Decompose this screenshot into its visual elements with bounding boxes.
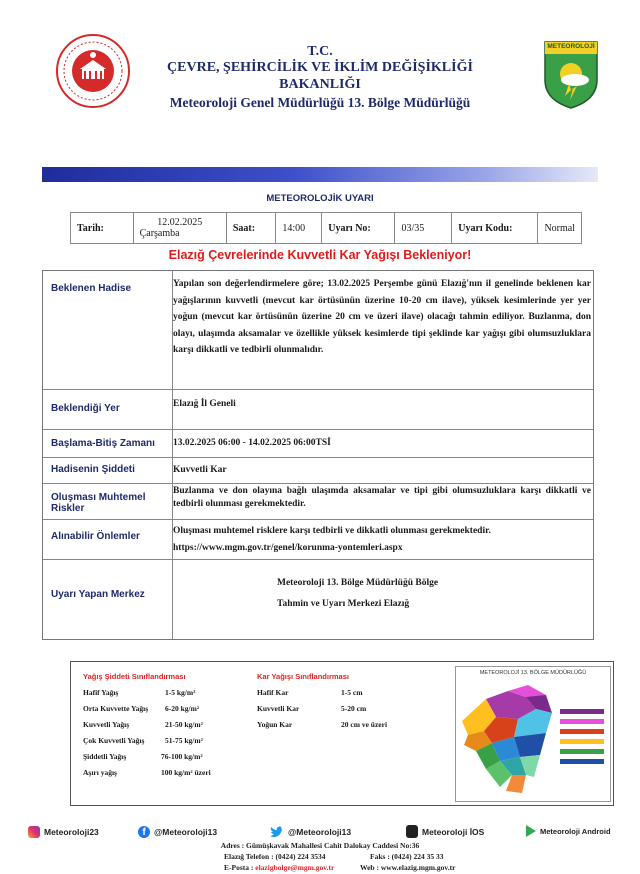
row-risks <box>43 483 593 520</box>
rain-item-2-name: Kuvvetli Yağış <box>83 720 130 729</box>
snow-item-2-name: Yoğun Kar <box>257 720 293 729</box>
risks-label: Oluşması Muhtemel Riskler <box>51 492 146 514</box>
rain-item-3-range: 51-75 kg/m² <box>165 736 203 745</box>
region-map-title: METEOROLOJİ 13. BÖLGE MÜDÜRLÜĞÜ <box>479 670 587 676</box>
meteoroloji-logo-text: METEOROLOJİ <box>547 43 595 50</box>
risks-text: Buzlanma ve don olayına bağlı ulaşımda aksamalar ve tipi gibi olumsuzluklara karşı dikkatli ve tedbirli olunması gerekmektedir. <box>173 486 591 509</box>
facebook-icon[interactable]: f <box>138 826 150 838</box>
snow-item-1-name: Kuvvetli Kar <box>257 704 300 713</box>
rain-item-0-range: 1-5 kg/m² <box>165 688 196 697</box>
rain-item-4-range: 76-100 kg/m² <box>161 752 203 761</box>
expected-event-text: Yapılan son değerlendirmelere göre; 13.02.2025 Perşembe günü Elazığ'nın il genelinde beklenen kar yağışlarının kuvvetli (mevcut kar örtüsünün üzerine 10-20 cm ilave), yüksek kesimlerinde yer yer yoğun (mevcut kar örtüsünün üzerine 20 cm ve üzeri ilave) olacağı tahmin ediliyor. Buzlanma, don olayı, ulaşımda aksamalar ve özellikle yüksek kesimlerde tipi şeklinde kar yağışı gibi olumsuzluklara karşı dikkatli ve tedbirli olunmalıdır. <box>173 279 591 355</box>
measures-text: Oluşması muhtemel risklere karşı tedbirli ve dikkatli olunması gerekmektedir. <box>173 526 491 536</box>
time-value: 14:00 <box>276 213 322 244</box>
rain-item-4-name: Şiddetli Yağış <box>83 752 127 761</box>
row-severity <box>43 457 593 484</box>
header-line4: Meteoroloji Genel Müdürlüğü 13. Bölge Müdürlüğü <box>169 95 471 110</box>
time-range-label: Başlama-Bitiş Zamanı <box>51 438 155 449</box>
footer-fax: Faks : (0424) 224 35 33 <box>370 852 444 861</box>
row-issuing-center <box>43 559 593 639</box>
time-label: Saat: <box>226 213 275 244</box>
header-line2: ÇEVRE, ŞEHİRCİLİK VE İKLİM DEĞİŞİKLİĞİ <box>167 60 473 75</box>
footer-web-line <box>360 863 455 872</box>
warning-headline: Elazığ Çevrelerinde Kuvvetli Kar Yağışı Bekleniyor! <box>168 248 472 262</box>
classification-legend <box>70 661 614 806</box>
header-line1: T.C. <box>307 44 333 59</box>
warning-details-table <box>42 270 594 640</box>
expected-event-label: Beklenen Hadise <box>51 283 132 294</box>
rain-item-3-name: Çok Kuvvetli Yağış <box>83 736 145 745</box>
expected-place-text: Elazığ İl Geneli <box>173 399 236 409</box>
day-value: Çarşamba <box>139 228 180 239</box>
measures-label: Alınabilir Önlemler <box>51 531 140 542</box>
footer-email-line <box>224 863 334 872</box>
date-label: Tarih: <box>71 213 134 244</box>
date-value: 12.02.2025 <box>157 217 203 228</box>
region-map <box>456 679 610 799</box>
expected-place-label: Beklendiği Yer <box>51 403 120 414</box>
header-line3: BAKANLIĞI <box>279 77 361 92</box>
apple-icon[interactable] <box>406 825 418 838</box>
facebook-handle[interactable]: @Meteoroloji13 <box>154 827 218 837</box>
instagram-handle[interactable]: Meteoroloji23 <box>44 827 99 837</box>
measures-link[interactable]: https://www.mgm.gov.tr/genel/korunma-yontemleri.aspx <box>173 543 403 553</box>
rain-item-5-name: Aşırı yağış <box>83 768 117 777</box>
twitter-handle[interactable]: @Meteoroloji13 <box>288 827 352 837</box>
row-expected-event <box>43 271 593 390</box>
footer-phone: Elazığ Telefon : (0424) 224 3534 <box>224 852 326 861</box>
warning-no-value: 03/35 <box>395 213 452 244</box>
time-range-text: 13.02.2025 06:00 - 14.02.2025 06:00TSİ <box>173 438 331 448</box>
date-cell <box>133 213 226 244</box>
rain-item-5-range: 100 kg/m² üzeri <box>161 768 211 777</box>
issuing-center-line2: Tahmin ve Uyarı Merkezi Elazığ <box>277 599 410 609</box>
row-time-range <box>43 429 593 458</box>
rain-item-0-name: Hafif Yağış <box>83 688 119 697</box>
play-store-icon[interactable] <box>526 825 536 837</box>
header-divider-bar <box>42 167 598 182</box>
twitter-icon[interactable] <box>270 825 284 837</box>
rain-classification-title: Yağış Şiddeti Sınıflandırması <box>83 672 186 681</box>
android-app-link[interactable]: Meteoroloji Android <box>540 827 611 836</box>
snow-classification-title: Kar Yağışı Sınıflandırması <box>257 672 349 681</box>
email-label: E-Posta : <box>224 863 254 872</box>
snow-item-2-range: 20 cm ve üzeri <box>341 720 388 729</box>
snow-item-1-range: 5-20 cm <box>341 704 367 713</box>
region-map-panel <box>455 666 611 802</box>
row-measures <box>43 519 593 560</box>
severity-label: Hadisenin Şiddeti <box>51 464 135 475</box>
instagram-icon[interactable] <box>28 826 40 838</box>
issuing-center-label: Uyarı Yapan Merkez <box>51 589 145 600</box>
severity-text: Kuvvetli Kar <box>173 465 227 475</box>
meteoroloji-logo <box>543 40 599 110</box>
warning-code-value: Normal <box>538 213 582 244</box>
issuing-center-line1: Meteoroloji 13. Bölge Müdürlüğü Bölge <box>277 578 439 588</box>
rain-item-1-name: Orta Kuvvette Yağış <box>83 704 149 713</box>
document-title: METEOROLOJİK UYARI <box>266 193 374 204</box>
rain-item-1-range: 6-20 kg/m² <box>165 704 200 713</box>
web-link[interactable]: www.elazig.mgm.gov.tr <box>380 863 456 872</box>
footer-address: Adres : Gümüşkavak Mahallesi Cahit Dalokay Caddesi No:36 <box>220 841 420 850</box>
rain-item-2-range: 21-50 kg/m² <box>165 720 203 729</box>
row-expected-place <box>43 389 593 430</box>
snow-item-0-range: 1-5 cm <box>341 688 363 697</box>
warning-no-label: Uyarı No: <box>322 213 395 244</box>
email-link[interactable]: elazigbolge@mgm.gov.tr <box>255 863 335 872</box>
warning-info-table <box>70 212 582 244</box>
ios-app-link[interactable]: Meteoroloji İOS <box>422 827 485 837</box>
web-label: Web : <box>360 863 379 872</box>
snow-item-0-name: Hafif Kar <box>257 688 289 697</box>
warning-code-label: Uyarı Kodu: <box>452 213 538 244</box>
